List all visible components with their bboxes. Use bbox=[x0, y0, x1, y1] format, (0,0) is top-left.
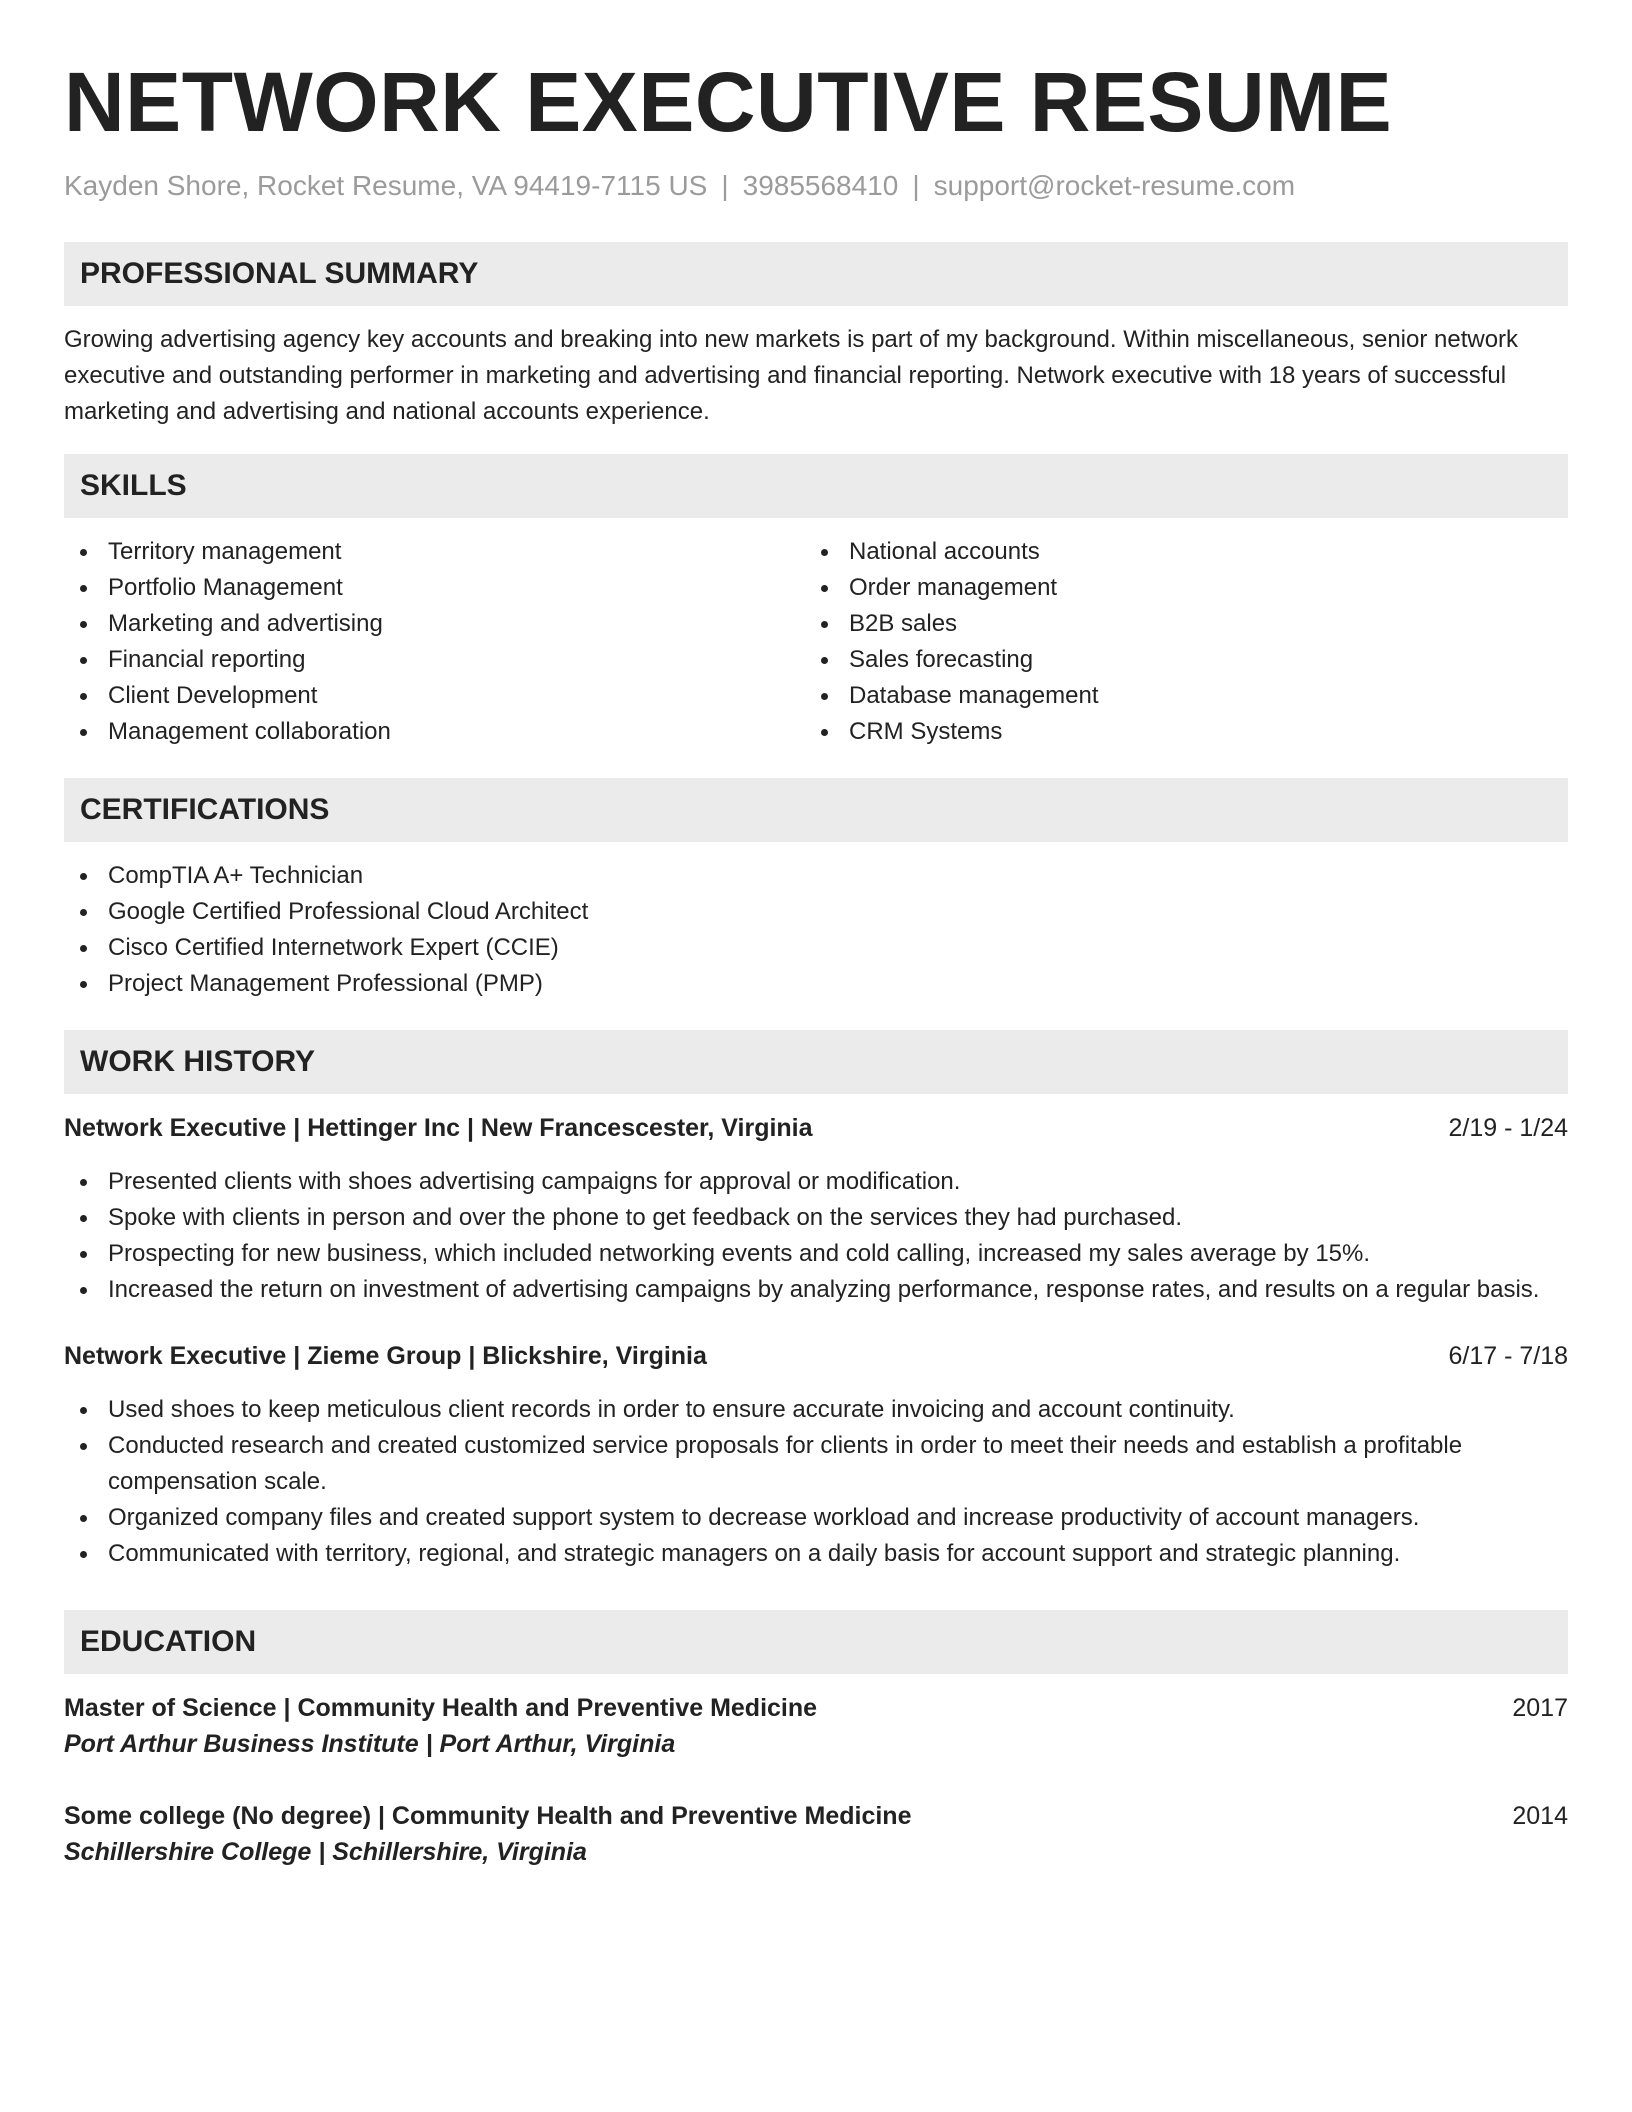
skill-item: Client Development bbox=[64, 678, 805, 714]
skills-grid bbox=[64, 534, 1568, 750]
skill-item: Database management bbox=[805, 678, 1546, 714]
job-bullet: Presented clients with shoes advertising campaigns for approval or modification. bbox=[64, 1164, 1568, 1200]
certification-item: CompTIA A+ Technician bbox=[64, 858, 1568, 894]
job-bullet: Spoke with clients in person and over the phone to get feedback on the services they had purchased. bbox=[64, 1200, 1568, 1236]
summary-text: Growing advertising agency key accounts and breaking into new markets is part of my background. Within miscellaneous, senior network executive and outstanding performer in marketing and advertising and financial reporting. Network executive with 18 years of successful marketing and advertising and national accounts experience. bbox=[64, 326, 1519, 425]
education-entry bbox=[64, 1690, 1568, 1762]
job-title: Network Executive | Hettinger Inc | New Francescester, Virginia bbox=[64, 1114, 813, 1142]
skill-item: B2B sales bbox=[805, 606, 1546, 642]
job-header bbox=[64, 1338, 1568, 1374]
job-entry bbox=[64, 1110, 1568, 1308]
contact-separator: | bbox=[721, 170, 729, 201]
education-header bbox=[64, 1690, 1568, 1726]
resume-title: NETWORK EXECUTIVE RESUME bbox=[64, 55, 1393, 149]
education-degree: Some college (No degree) | Community Health and Preventive Medicine bbox=[64, 1802, 912, 1830]
job-bullets bbox=[64, 1164, 1568, 1308]
certifications-list bbox=[64, 858, 1568, 1002]
job-title: Network Executive | Zieme Group | Blickshire, Virginia bbox=[64, 1342, 707, 1370]
education-heading: EDUCATION bbox=[64, 1610, 1568, 1674]
skill-item: Portfolio Management bbox=[64, 570, 805, 606]
education-school: Schillershire College | Schillershire, Virginia bbox=[64, 1838, 587, 1866]
certification-item: Google Certified Professional Cloud Architect bbox=[64, 894, 1568, 930]
contact-email: support@rocket-resume.com bbox=[933, 170, 1296, 201]
job-bullet: Prospecting for new business, which included networking events and cold calling, increased my sales average by 15%. bbox=[64, 1236, 1568, 1272]
skills-list-right bbox=[805, 534, 1546, 750]
skill-item: Management collaboration bbox=[64, 714, 805, 750]
job-bullet: Communicated with territory, regional, and strategic managers on a daily basis for account support and strategic planning. bbox=[64, 1536, 1568, 1572]
contact-address: Kayden Shore, Rocket Resume, VA 94419-7115 US bbox=[64, 170, 708, 201]
education-degree: Master of Science | Community Health and Preventive Medicine bbox=[64, 1694, 818, 1722]
education-entry bbox=[64, 1798, 1568, 1870]
education-year: 2017 bbox=[1512, 1694, 1568, 1722]
contact-line bbox=[64, 168, 1568, 204]
job-bullet: Used shoes to keep meticulous client records in order to ensure accurate invoicing and account continuity. bbox=[64, 1392, 1568, 1428]
skill-item: Sales forecasting bbox=[805, 642, 1546, 678]
job-dates: 2/19 - 1/24 bbox=[1448, 1114, 1568, 1142]
skills-heading: SKILLS bbox=[64, 454, 1568, 518]
contact-separator: | bbox=[912, 170, 920, 201]
job-bullet: Organized company files and created support system to decrease workload and increase productivity of account managers. bbox=[64, 1500, 1568, 1536]
certifications-heading: CERTIFICATIONS bbox=[64, 778, 1568, 842]
skill-item: Marketing and advertising bbox=[64, 606, 805, 642]
summary-heading: PROFESSIONAL SUMMARY bbox=[64, 242, 1568, 306]
skill-item: Territory management bbox=[64, 534, 805, 570]
skill-item: CRM Systems bbox=[805, 714, 1546, 750]
job-dates: 6/17 - 7/18 bbox=[1448, 1342, 1568, 1370]
education-school: Port Arthur Business Institute | Port Arthur, Virginia bbox=[64, 1730, 676, 1758]
job-bullet: Increased the return on investment of advertising campaigns by analyzing performance, response rates, and results on a regular basis. bbox=[64, 1272, 1568, 1308]
skill-item: Order management bbox=[805, 570, 1546, 606]
job-entry bbox=[64, 1338, 1568, 1572]
education-year: 2014 bbox=[1512, 1802, 1568, 1830]
contact-phone: 3985568410 bbox=[742, 170, 899, 201]
work-history-heading: WORK HISTORY bbox=[64, 1030, 1568, 1094]
skill-item: National accounts bbox=[805, 534, 1546, 570]
certification-item: Project Management Professional (PMP) bbox=[64, 966, 1568, 1002]
education-header bbox=[64, 1798, 1568, 1834]
skill-item: Financial reporting bbox=[64, 642, 805, 678]
job-header bbox=[64, 1110, 1568, 1146]
job-bullets bbox=[64, 1392, 1568, 1572]
job-bullet: Conducted research and created customized service proposals for clients in order to meet their needs and establish a profitable compensation scale. bbox=[64, 1428, 1568, 1500]
certification-item: Cisco Certified Internetwork Expert (CCIE) bbox=[64, 930, 1568, 966]
skills-list-left bbox=[64, 534, 805, 750]
